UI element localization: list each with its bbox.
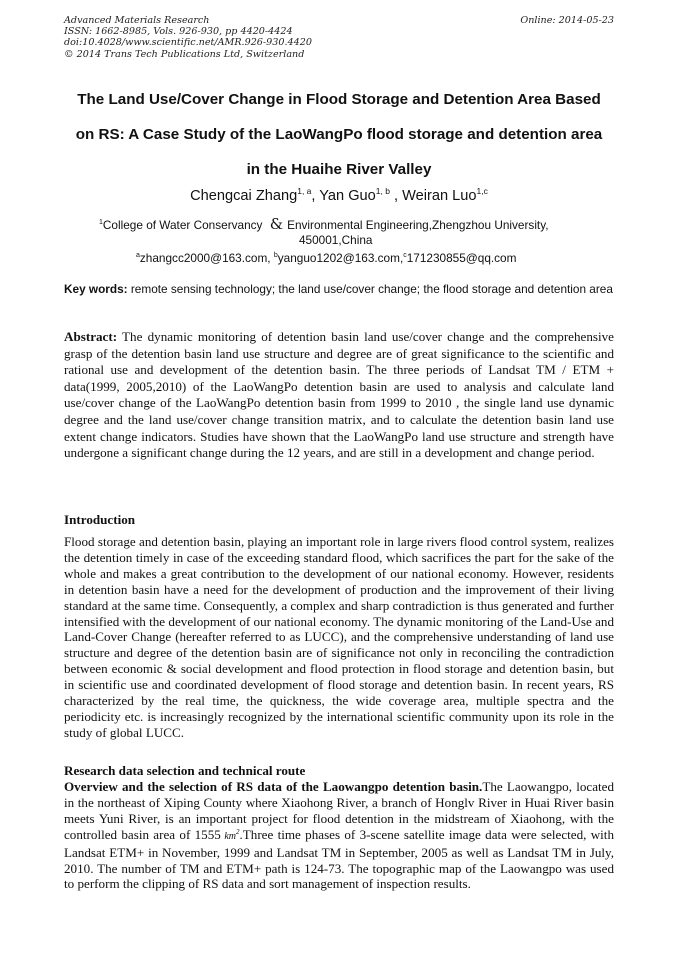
email-c: 171230855@qq.com (406, 251, 517, 265)
online-date: Online: 2014-05-23 (520, 15, 614, 26)
email-mark: b (273, 252, 278, 259)
doi-line: doi:10.4028/www.scientific.net/AMR.926-930.4420 (64, 37, 312, 49)
copyright-line: © 2014 Trans Tech Publications Ltd, Switzerland (64, 48, 305, 60)
title-line-3: in the Huaihe River Valley (246, 161, 432, 178)
research-text-2: .Three time phases of 3-scene satellite image data were selected, with Landsat ETM+ in November, 1999 and Landsat TM in September, 2005 as well as Landsat TM in July, 2010. The number of TM and ETM+ path is 124-73. The topographic map of the Laowangpo was used to perform the clipping of RS data and sort management of inspection results. (64, 826, 614, 892)
author-name: Weiran Luo (402, 188, 477, 204)
title-line-1: The Land Use/Cover Change in Flood Storage and Detention Area Based (77, 91, 601, 108)
affiliation-number: 1 (99, 219, 103, 226)
ampersand: & (269, 215, 284, 233)
author-affil-mark: 1, b (375, 186, 390, 196)
affiliation-line-2: 450001,China (299, 233, 373, 247)
area-unit-text: km (224, 830, 236, 842)
research-heading: Research data selection and technical route (64, 763, 306, 778)
author-affil-mark: 1,c (476, 186, 488, 196)
journal-name: Advanced Materials Research (64, 15, 210, 26)
author-affil-mark: 1, a (297, 186, 312, 196)
author-name: Chengcai Zhang (190, 188, 298, 204)
email-b: yanguo1202@163.com, (277, 251, 404, 265)
keywords-text: remote sensing technology; the land use/cover change; the flood storage and detention area (127, 282, 613, 296)
keywords (64, 282, 614, 298)
author-separator: , (389, 188, 403, 204)
email-line (136, 251, 516, 266)
research-subheading: Overview and the selection of RS data of the Laowangpo detention basin. (64, 779, 483, 794)
title-line-2: on RS: A Case Study of the LaoWangPo flood storage and detention area (75, 126, 603, 143)
email-mark: c (403, 252, 407, 259)
area-unit (221, 827, 240, 842)
area-unit-exponent: 2 (236, 827, 240, 836)
abstract (64, 329, 614, 462)
research-paragraph (64, 779, 614, 892)
author-list (40, 187, 638, 205)
author-name: Yan Guo (319, 188, 376, 204)
keywords-label: Key words: (64, 282, 128, 296)
email-mark: a (136, 252, 140, 259)
introduction-text: Flood storage and detention basin, playing an important role in large rivers flood control system, realizes the detention timely in case of the exceeding standard flood, which sacrifices the part for the sake of the whole and makes a great contribution to the development of our national economy. However, residents in detention basin have a need for the development of production and the improvement of their living standard at the same time. Consequently, a complex and sharp contradiction is thus generated and further intensified with the development of our national economy. The dynamic monitoring of the Land-Use and Land-Cover Change (hereafter referred to as LUCC), and the comprehensive understanding of land use structure and degree of the detention basin are of significance not only in reconciling the contradiction between economic & social development and flood protection in flood storage and detention basin, but in scientific use and coordinated development of flood storage and detention basin. In recent years, RS characterized by the real time, the quickness, the wide coverage area, multiple spectra and the periodicity etc. is increasingly recognized by the international scientific community upon its role in the study of global LUCC. (64, 534, 615, 740)
abstract-text: The dynamic monitoring of detention basin land use/cover change and the comprehensive grasp of the detention basin land use structure and degree are of great significance to the scientific and rational use and development of the detention basin. The three periods of Landsat TM / ETM + data(1999, 2005,2010) of the LaoWangPo detention basin are used to analysis and calculate land use/cover change of the LaoWangPo detention basin from 1999 to 2010 , the single land use dynamic degree and the land use/cover change transition matrix, and to calculate the detention basin land use extent change indicators. Studies have shown that the LaoWangPo land use structure and strength have undergone a significant change during the 12 years, and are still in a development and change period. (64, 329, 614, 461)
abstract-label: Abstract: (64, 329, 118, 344)
affiliation-university: Environmental Engineering,Zhengzhou University, (287, 218, 549, 232)
affiliation-line-1 (99, 217, 549, 233)
email-a: zhangcc2000@163.com, (139, 251, 274, 265)
issn-line: ISSN: 1662-8985, Vols. 926-930, pp 4420-4424 (64, 26, 293, 38)
affiliation-college: College of Water Conservancy (102, 218, 263, 232)
journal-header (64, 15, 504, 60)
research-text-1: The Laowangpo, located in the northeast of Xiping County where Xiaohong River, a branch of Honglv River in Huai River basin meets Yuni River, is an important project for flood detention in the midstream of Xiaohong, with the controlled basin area of 1555 (64, 779, 614, 842)
author-separator: , (311, 188, 320, 204)
introduction-heading: Introduction (64, 512, 136, 527)
